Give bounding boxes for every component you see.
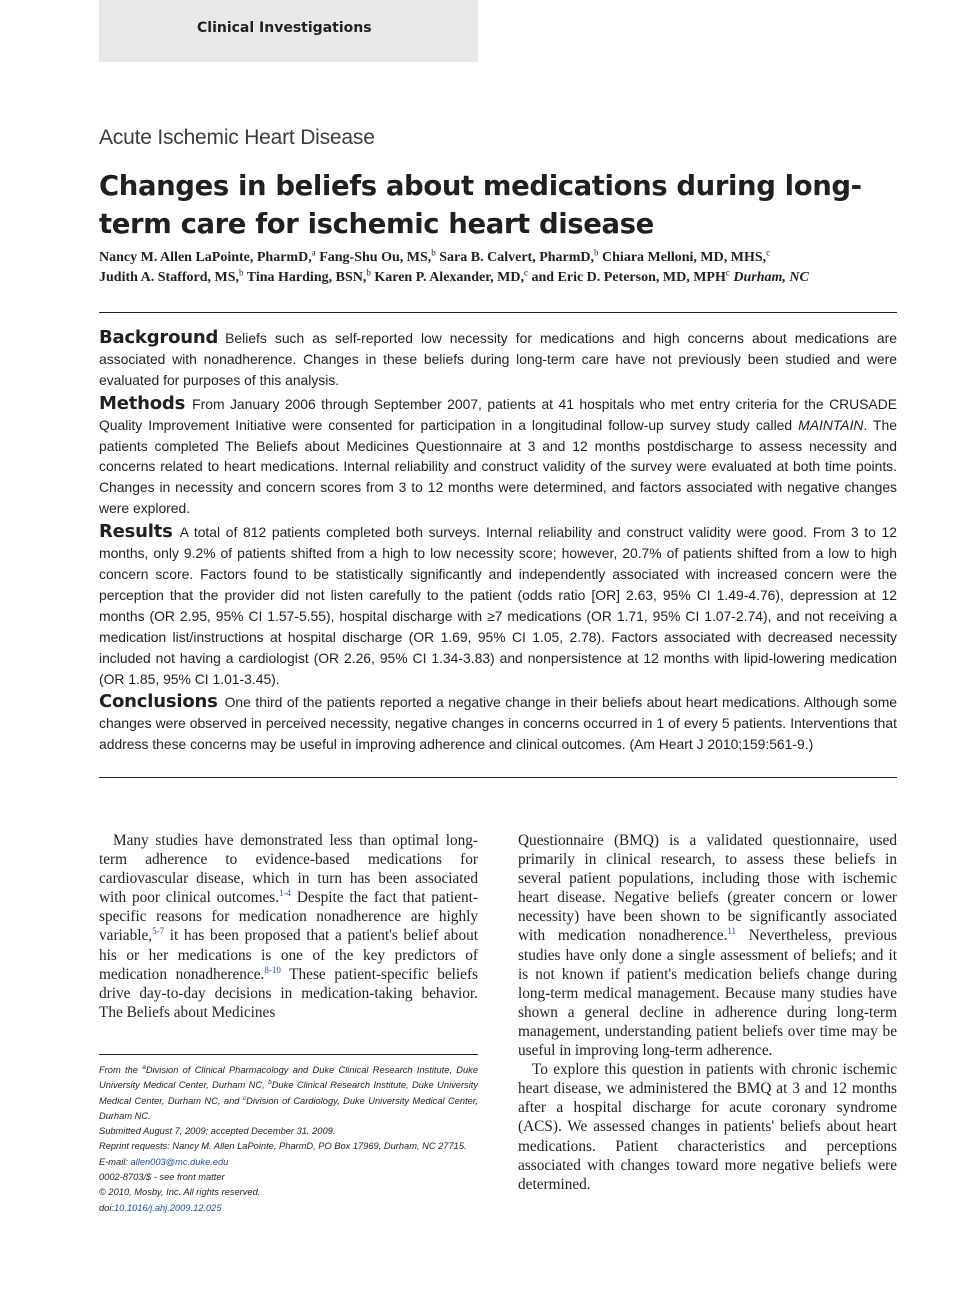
author: Sara B. Calvert, PharmD, — [435, 250, 595, 265]
abstract-conclusions — [99, 692, 897, 755]
author: and Eric D. Peterson, MD, MPH — [527, 270, 726, 285]
author-list — [99, 248, 899, 288]
author: Chiara Melloni, MD, MHS, — [598, 250, 767, 265]
affiliation-mark: b — [268, 1079, 272, 1087]
affiliation-mark: a — [311, 247, 316, 258]
doi-note — [99, 1201, 478, 1216]
affiliation-mark: b — [239, 267, 244, 278]
article-category: Acute Ischemic Heart Disease — [99, 126, 375, 149]
abstract — [99, 328, 897, 758]
methods-study-name: MAINTAIN — [798, 416, 864, 433]
reference-link[interactable]: 11 — [727, 926, 737, 937]
email-label: E-mail: — [99, 1156, 131, 1167]
affiliation-mark: c — [242, 1094, 247, 1102]
affiliation-mark: b — [594, 247, 599, 258]
affiliation-mark: c — [766, 247, 771, 258]
body-text: Despite the fact that patient-specific reasons for medication nonadherence are highly variable, — [99, 889, 478, 945]
footnotes — [99, 1063, 478, 1216]
abstract-results — [99, 522, 897, 689]
author: Fang-Shu Ou, MS, — [315, 250, 432, 265]
article-title: Changes in beliefs about medications during long-term care for ischemic heart disease — [99, 170, 862, 240]
abstract-top-rule — [99, 312, 897, 313]
author: Judith A. Stafford, MS, — [99, 270, 240, 285]
body-right-column — [518, 831, 897, 1194]
body-paragraph — [99, 831, 478, 1022]
methods-text: From January 2006 through September 2007, patients at 41 hospitals who met entry criteria for the CRUSADE Quality Improvement Initiative were consented for participation in a longitudinal follow-up survey study called — [99, 395, 897, 433]
affiliation-mark: c — [523, 267, 528, 278]
footnote-text: Division of Cardiology, Duke University Medical Center, Durham NC. — [99, 1095, 478, 1121]
footnote-text: Division of Clinical Pharmacology and Duke Clinical Research Institute, Duke University Medical Center, Durham NC, — [99, 1065, 478, 1091]
footnote-text: From the — [99, 1065, 143, 1075]
background-heading: Background — [99, 327, 219, 348]
affiliation-mark: a — [142, 1063, 146, 1071]
methods-text: . The patients completed The Beliefs about Medicines Questionnaire at 3 and 12 months postdischarge to assess necessity and concerns related to heart medications. Internal reliability and construct validity of the survey were evaluated at both time points. Changes in necessity and concern scores from 3 to 12 months were determined, and factors associated with negative changes were explored. — [99, 416, 897, 517]
body-paragraph: To explore this question in patients with chronic ischemic heart disease, we administered the BMQ at 3 and 12 months after a hospital discharge for acute coronary syndrome (ACS). We assessed changes in patients' beliefs about heart medications. Patient characteristics and perceptions associated with changes toward more negative beliefs were determined. — [518, 1061, 897, 1193]
affiliation-mark: b — [431, 247, 436, 258]
author: Karen P. Alexander, MD, — [370, 270, 524, 285]
body-text: Nevertheless, previous studies have only done a single assessment of beliefs; and it is not known if patient's medication beliefs change during long-term medical management. Because many studies have shown a general decline in adherence during long-term management, understanding patient beliefs over time may be useful in improving long-term adherence. — [518, 927, 898, 1060]
reprint-note: Reprint requests: Nancy M. Allen LaPointe, PharmD, PO Box 17969, Durham, NC 27715. — [99, 1141, 467, 1152]
body-text: Many studies have demonstrated less than optimal long-term adherence to evidence-based medications for cardiovascular disease, which in turn has been associated with poor clinical outcomes. — [99, 832, 478, 907]
abstract-bottom-rule — [99, 777, 897, 778]
conclusions-text: One third of the patients reported a negative change in their beliefs about heart medications. Although some changes were observed in perceived necessity, negative changes in concerns occurred in 1 of every 5 patients. Interventions that address these concerns may be useful in improving adherence and clinical outcomes. (Am Heart J 2010;159:561-9.) — [99, 694, 897, 753]
body-text: Questionnaire (BMQ) is a validated questionnaire, used primarily in clinical research, to assess these beliefs in several patient populations, including those with ischemic heart disease. Negative beliefs (greater concern or lower necessity) have been shown to be significantly associated with medication nonadherence. — [518, 832, 897, 945]
results-text: A total of 812 patients completed both surveys. Internal reliability and construct validity were good. From 3 to 12 months, only 9.2% of patients shifted from a high to low necessity score; however, 20.7% of patients shifted from a low to high concern score. Factors found to be statistically significantly and independently associated with increased concern were the perception that the provider did not listen carefully to the patient (odds ratio [OR] 2.63, 95% CI 1.49-4.76), depression at 12 months (OR 2.95, 95% CI 1.57-5.55), hospital discharge with ≥7 medications (OR 1.71, 95% CI 1.07-2.74), and not receiving a medication list/instructions at hospital discharge (OR 1.69, 95% CI 1.05, 2.78). Factors associated with decreased necessity included not having a cardiologist (OR 2.26, 95% CI 1.34-3.83) and nonpersistence at 12 months with lipid-lowering medication (OR 1.85, 95% CI 1.01-3.45). — [99, 524, 897, 687]
section-label: Clinical Investigations — [197, 20, 372, 36]
body-paragraph — [518, 831, 897, 1060]
body-text: it has been proposed that a patient's belief about his or her medications is one of the key predictors of medication nonadherence. — [99, 927, 478, 983]
email-link[interactable]: allen003@mc.duke.edu — [130, 1156, 229, 1167]
reference-link[interactable]: 8-10 — [264, 964, 281, 975]
copyright-note: © 2010, Mosby, Inc. All rights reserved. — [99, 1187, 261, 1198]
author: Tina Harding, BSN, — [243, 270, 367, 285]
author-line-2 — [99, 268, 899, 288]
submitted-note: Submitted August 7, 2009; accepted December 31, 2009. — [99, 1126, 336, 1137]
doi-link[interactable]: 10.1016/j.ahj.2009.12.025 — [114, 1202, 222, 1213]
methods-heading: Methods — [99, 392, 186, 414]
conclusions-heading: Conclusions — [99, 691, 218, 713]
doi-label: doi: — [99, 1202, 114, 1213]
footnote-text: Duke Clinical Research Institute, Duke University Medical Center, Durham NC, and — [99, 1080, 478, 1106]
issn-note: 0002-8703/$ - see front matter — [99, 1172, 225, 1183]
footnote-rule — [99, 1054, 478, 1055]
affiliation-mark: c — [725, 267, 730, 278]
author: Nancy M. Allen LaPointe, PharmD, — [99, 250, 312, 265]
affiliation-mark: b — [366, 267, 371, 278]
background-text: Beliefs such as self-reported low necessity for medications and high concerns about medications are associated with nonadherence. Changes in these beliefs during long-term care have not previously been studied and were evaluated for purposes of this analysis. — [99, 330, 897, 388]
body-left-column — [99, 831, 478, 1022]
abstract-background — [99, 328, 897, 391]
author-line-1 — [99, 248, 899, 268]
body-text: These patient-specific beliefs drive day-to-day decisions in medication-taking behavior. The Beliefs about Medicines — [99, 965, 479, 1021]
author-location: Durham, NC — [729, 270, 809, 285]
results-heading: Results — [99, 521, 173, 543]
section-tab — [99, 0, 478, 62]
affiliations-note — [99, 1063, 478, 1124]
email-note — [99, 1155, 478, 1170]
reference-link[interactable]: 5-7 — [152, 926, 165, 937]
abstract-methods — [99, 394, 897, 519]
reference-link[interactable]: 1-4 — [279, 888, 292, 899]
